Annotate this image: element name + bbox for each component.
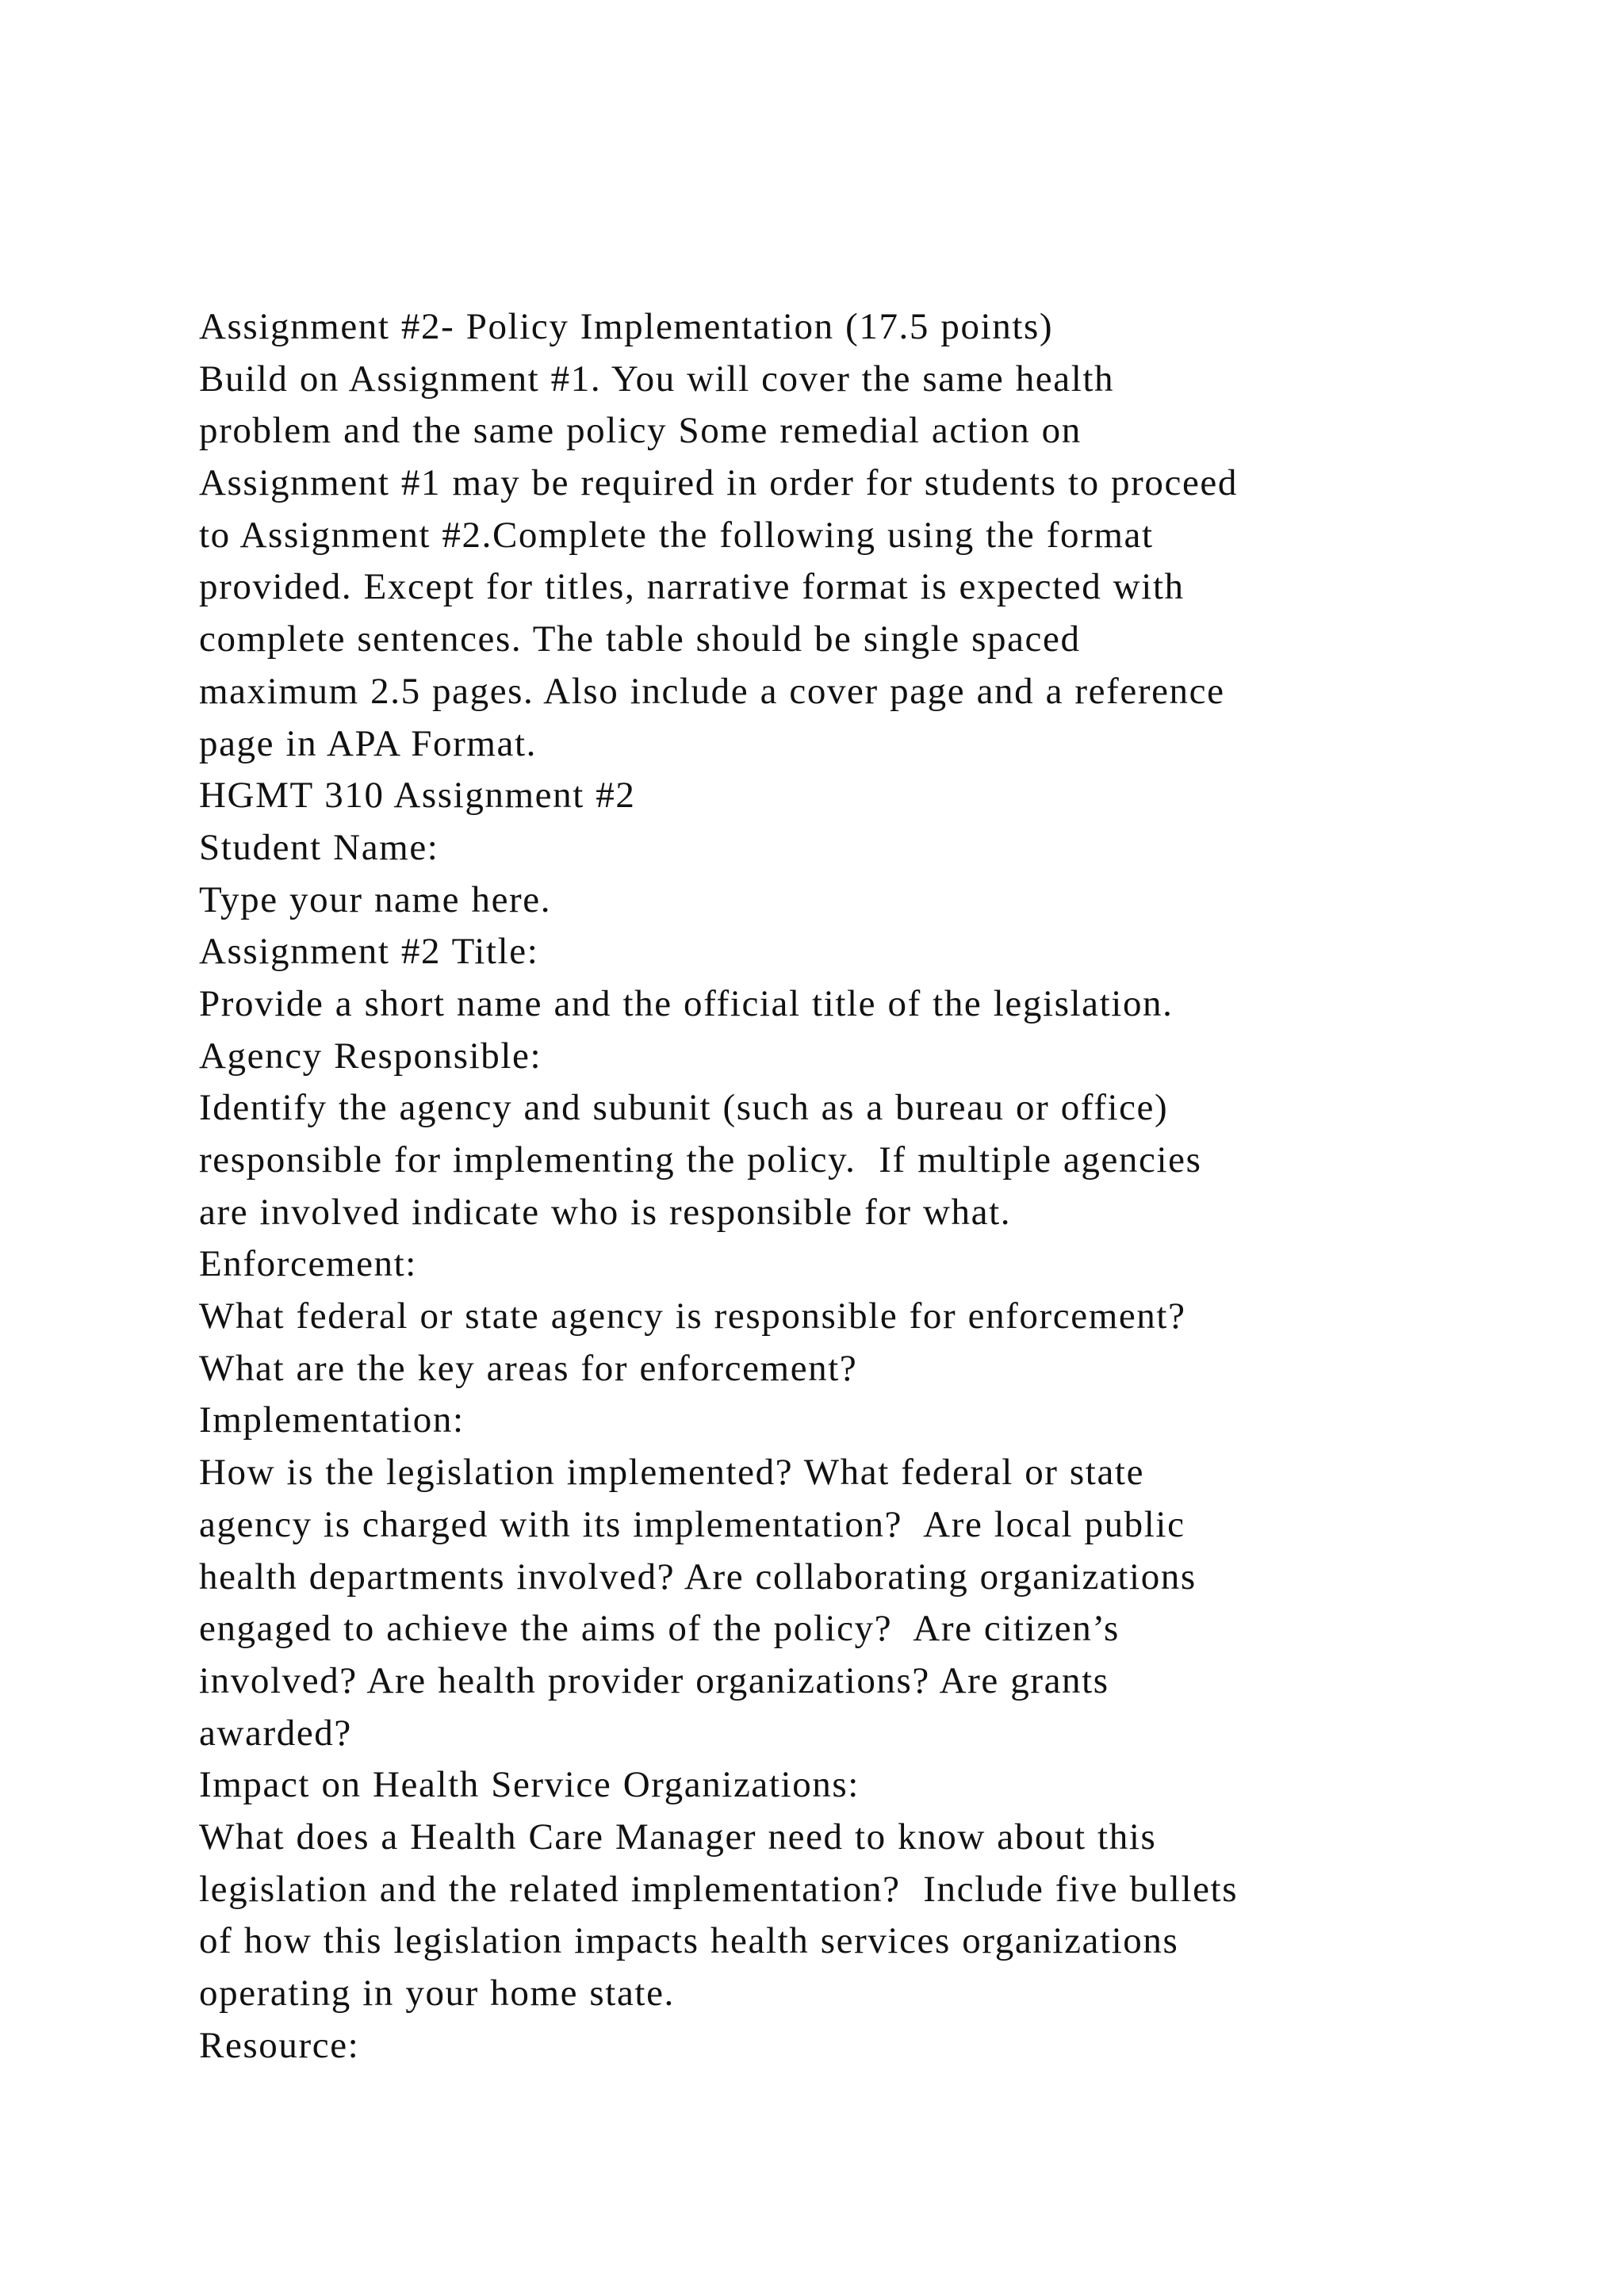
impact-label: Impact on Health Service Organizations: [199,1764,860,1806]
enforcement-prompt: What are the key areas for enforcement? [199,1347,858,1389]
implementation-prompt: health departments involved? Are collaborating organizations [199,1556,1197,1598]
intro-line: problem and the same policy Some remedial action on [199,410,1082,452]
intro-line: Build on Assignment #1. You will cover the same health [199,358,1115,400]
intro-line: maximum 2.5 pages. Also include a cover page and a reference [199,670,1225,712]
student-name-prompt: Type your name here. [199,878,552,920]
implementation-prompt: involved? Are health provider organizations? Are grants [199,1659,1109,1701]
agency-label: Agency Responsible: [199,1035,542,1077]
enforcement-label: Enforcement: [199,1243,417,1285]
intro-line: page in APA Format. [199,722,537,764]
implementation-prompt: awarded? [199,1712,352,1754]
impact-prompt: legislation and the related implementation? Include five bullets [199,1868,1239,1910]
intro-line: to Assignment #2.Complete the following using the format [199,514,1154,556]
implementation-label: Implementation: [199,1399,465,1441]
resource-label: Resource: [199,2024,360,2066]
intro-line: provided. Except for titles, narrative format is expected with [199,566,1185,608]
enforcement-prompt: What federal or state agency is responsible for enforcement? [199,1295,1186,1337]
document-body [199,301,1563,2072]
title-prompt: Provide a short name and the official title of the legislation. [199,982,1174,1024]
assignment-heading: Assignment #2- Policy Implementation (17.5 points) [199,306,1054,347]
implementation-prompt: engaged to achieve the aims of the policy? Are citizen’s [199,1608,1120,1650]
agency-prompt: responsible for implementing the policy. If multiple agencies [199,1139,1202,1181]
impact-prompt: What does a Health Care Manager need to know about this [199,1816,1157,1858]
impact-prompt: of how this legislation impacts health services organizations [199,1920,1179,1962]
agency-prompt: are involved indicate who is responsible for what. [199,1191,1012,1233]
implementation-prompt: How is the legislation implemented? What federal or state [199,1452,1145,1494]
implementation-prompt: agency is charged with its implementation? Are local public [199,1503,1185,1545]
intro-line: complete sentences. The table should be single spaced [199,618,1081,660]
impact-prompt: operating in your home state. [199,1973,675,2014]
agency-prompt: Identify the agency and subunit (such as a bureau or office) [199,1087,1169,1129]
course-heading: HGMT 310 Assignment #2 [199,775,636,817]
student-name-label: Student Name: [199,826,439,868]
title-label: Assignment #2 Title: [199,931,539,973]
intro-line: Assignment #1 may be required in order for students to proceed [199,462,1238,504]
